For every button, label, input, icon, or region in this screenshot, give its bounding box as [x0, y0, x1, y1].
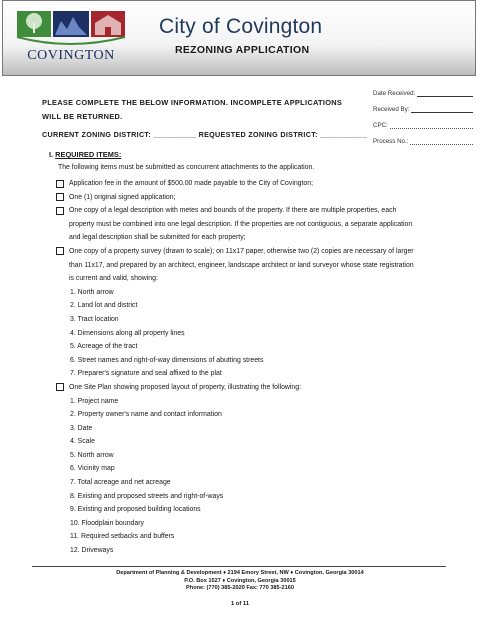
footer-divider [32, 566, 446, 567]
checklist-sub-item: 1. Project name [70, 397, 119, 405]
cpc-label: CPC: [373, 122, 388, 129]
checklist-sub-item: 9. Existing and proposed building locations [70, 506, 201, 514]
received-by-label: Received By: [373, 106, 410, 113]
page-number: 1 of 11 [230, 601, 250, 607]
logo-text: COVINGTON [27, 48, 115, 63]
checklist-sub-item: 3. Date [70, 424, 93, 432]
checklist-sub-item: 2. Property owner's name and contact information [70, 411, 222, 419]
checklist-sub-item: 7. Preparer's signature and seal affixed to the plat [70, 370, 222, 378]
page-header [2, 0, 476, 76]
page-title: City of Covington [159, 15, 323, 38]
checklist-sub-item: 12. Driveways [70, 547, 114, 555]
process-no-label: Process No.: [373, 138, 409, 145]
checklist-sub-item: 5. Acreage of the tract [70, 343, 138, 351]
checklist-sub-item: 1. North arrow [70, 288, 114, 296]
checklist-sub-item: 10. Floodplain boundary [70, 519, 144, 527]
section-title: REQUIRED ITEMS: [55, 150, 122, 159]
checklist-sub-item: 8. Existing and proposed streets and right-of-ways [70, 492, 224, 500]
office-use-fields [373, 81, 473, 145]
received-by-field[interactable] [373, 97, 473, 113]
checklist-sub-item: 3. Tract location [70, 315, 119, 323]
checkbox[interactable] [56, 193, 64, 201]
section-heading [49, 150, 121, 159]
section-number: I. [49, 150, 54, 159]
checkbox[interactable] [56, 247, 64, 255]
footer-phone: Phone: (770) 385-2020 Fax: 770 385-2160 [186, 585, 294, 592]
footer-po-box: P.O. Box 1527 ♦ Covington, Georgia 30015 [184, 577, 296, 584]
checklist-sub-item: 6. Vicinity map [70, 465, 115, 473]
date-received-field[interactable] [373, 81, 473, 97]
city-logo [15, 9, 129, 67]
notice-text: PLEASE COMPLETE THE BELOW INFORMATION. INCOMPLETE APPLICATIONS WILL BE RETURNED. [42, 98, 343, 121]
section-intro: The following items must be submitted as concurrent attachments to the application. [58, 164, 315, 171]
cpc-field[interactable] [373, 113, 473, 129]
zoning-district-line[interactable]: CURRENT ZONING DISTRICT: __________ REQUESTED ZONING DISTRICT: ___________ [42, 130, 368, 139]
received-by-line [411, 104, 473, 113]
checkbox[interactable] [56, 180, 64, 188]
checklist-item [56, 381, 416, 395]
checklist-item-text: Application fee in the amount of $500.00 made payable to the City of Covington; [69, 180, 314, 187]
checklist-sub-item: 4. Dimensions along all property lines [70, 329, 185, 337]
checklist-sub-item: 11. Required setbacks and buffers [70, 533, 175, 541]
footer-address-line: Department of Planning & Development ♦ 2194 Emory Street, NW ♦ Covington, Georgia 30014 [116, 570, 364, 576]
checklist-sub-item: 6. Street names and right-of-way dimensions of abutting streets [70, 356, 264, 364]
checkbox[interactable] [56, 207, 64, 215]
checklist-item-text: One copy of a property survey (drawn to scale); on 11x17 paper, otherwise two (2) copies are necessary of larger than 11x17, and prepared by an architect, engineer, landscape architect or land surveyor whose state registration is current and valid, showing: [69, 247, 414, 283]
cpc-line [390, 120, 473, 129]
date-received-line [417, 88, 473, 97]
checklist-item-text: One copy of a legal description with metes and bounds of the property. If there are multiple properties, each property must be combined into one legal description. If the properties are not contiguous, a separate application and legal description shall be submitted for each property; [69, 207, 413, 242]
checkbox[interactable] [56, 383, 64, 391]
process-no-line [410, 136, 473, 145]
checklist-sub-item: 4. Scale [70, 438, 95, 446]
checklist-item [56, 191, 416, 205]
checklist-item-text: One (1) original signed application; [69, 193, 176, 201]
required-items-list [56, 177, 416, 558]
checklist-item [56, 177, 416, 191]
checklist-item-text: One Site Plan showing proposed layout of property, illustrating the following: [69, 383, 301, 391]
checklist-item [56, 245, 416, 286]
checklist-sub-item: 5. North arrow [70, 451, 114, 459]
page-footer [0, 570, 480, 593]
checklist-sub-item: 2. Land lot and district [70, 302, 138, 310]
process-no-field[interactable] [373, 129, 473, 145]
date-received-label: Date Received: [373, 90, 416, 97]
form-title: REZONING APPLICATION [175, 44, 310, 56]
checklist-item [56, 204, 416, 245]
checklist-sub-item: 7. Total acreage and net acreage [70, 479, 171, 487]
